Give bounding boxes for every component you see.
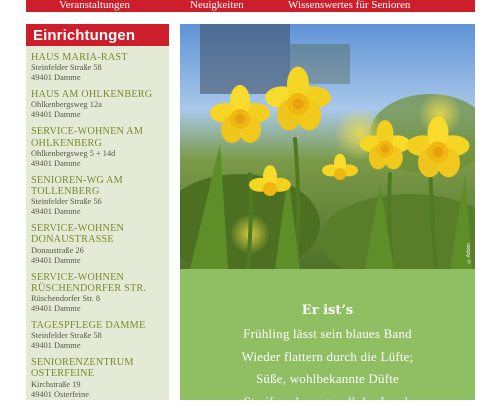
facility-city: 49401 Damme bbox=[31, 304, 169, 314]
facility-street: Steinfelder Straße 56 bbox=[31, 197, 169, 207]
facility-city: 49401 Damme bbox=[31, 256, 169, 266]
facility-street: Kirchstraße 19 bbox=[31, 380, 169, 390]
poem-panel bbox=[180, 269, 475, 400]
facility-street: Steinfelder Straße 58 bbox=[31, 331, 169, 341]
facility-entry bbox=[31, 175, 169, 217]
facility-link[interactable]: HAUS AM OHLKENBERG bbox=[31, 89, 169, 100]
poem-line: Frühling lässt sein blaues Band bbox=[180, 323, 475, 346]
nav-link-neuigkeiten[interactable]: Neuigkeiten bbox=[190, 0, 244, 11]
facility-list bbox=[26, 46, 169, 400]
facility-street: Donaustraße 26 bbox=[31, 246, 169, 256]
facility-entry bbox=[31, 89, 169, 120]
sidebar-header bbox=[26, 24, 169, 46]
facility-street: Rüschendorfer Str. 8 bbox=[31, 294, 169, 304]
sidebar-heading: Einrichtungen bbox=[33, 27, 135, 44]
facilities-sidebar bbox=[26, 24, 169, 400]
poem-line: Streifen ahnungsvoll das Land. bbox=[180, 391, 475, 413]
facility-entry bbox=[31, 52, 169, 83]
nav-link-wissenswertes[interactable]: Wissenswertes für Senioren bbox=[288, 0, 410, 11]
facility-city: 49401 Damme bbox=[31, 341, 169, 351]
facility-city: 49401 Damme bbox=[31, 159, 169, 169]
facility-link[interactable]: SERVICE-WOHNEN AM OHLKENBERG bbox=[31, 126, 169, 148]
daffodils-photo bbox=[180, 24, 475, 269]
facility-link[interactable]: HAUS MARIA-RAST bbox=[31, 52, 169, 63]
facility-link[interactable]: SERVICE-WOHNEN DONAUSTRASSE bbox=[31, 223, 169, 245]
facility-street: Ohlkenbergsweg 12a bbox=[31, 100, 169, 110]
facility-link[interactable]: SENIORENZENTRUM OSTERFEINE bbox=[31, 357, 169, 379]
daffodils-illustration bbox=[180, 24, 475, 269]
facility-entry bbox=[31, 320, 169, 351]
facility-street: Steinfelder Straße 58 bbox=[31, 63, 169, 73]
facility-city: 49401 Damme bbox=[31, 73, 169, 83]
poem-line: Wieder flattern durch die Lüfte; bbox=[180, 346, 475, 369]
nav-link-veranstaltungen[interactable]: Veranstaltungen bbox=[59, 0, 130, 11]
facility-link[interactable]: TAGESPFLEGE DAMME bbox=[31, 320, 169, 331]
poem-title: Er ist’s bbox=[180, 303, 475, 319]
facility-city: 49401 Damme bbox=[31, 110, 169, 120]
facility-street: Ohlkenbergsweg 5 + 14d bbox=[31, 149, 169, 159]
facility-city: 49401 Damme bbox=[31, 207, 169, 217]
facility-link[interactable]: SERVICE-WOHNEN RÜSCHENDORFER STR. bbox=[31, 272, 169, 294]
facility-entry bbox=[31, 126, 169, 168]
poem-line: Süße, wohlbekannte Düfte bbox=[180, 368, 475, 391]
facility-entry bbox=[31, 272, 169, 314]
photo-credit: ©Adobe bbox=[466, 243, 472, 263]
facility-link[interactable]: SENIOREN-WG AM TOLLENBERG bbox=[31, 175, 169, 197]
facility-entry bbox=[31, 357, 169, 399]
facility-entry bbox=[31, 223, 169, 265]
facility-city: 49401 Osterfeine bbox=[31, 390, 169, 400]
top-navigation bbox=[26, 0, 475, 12]
